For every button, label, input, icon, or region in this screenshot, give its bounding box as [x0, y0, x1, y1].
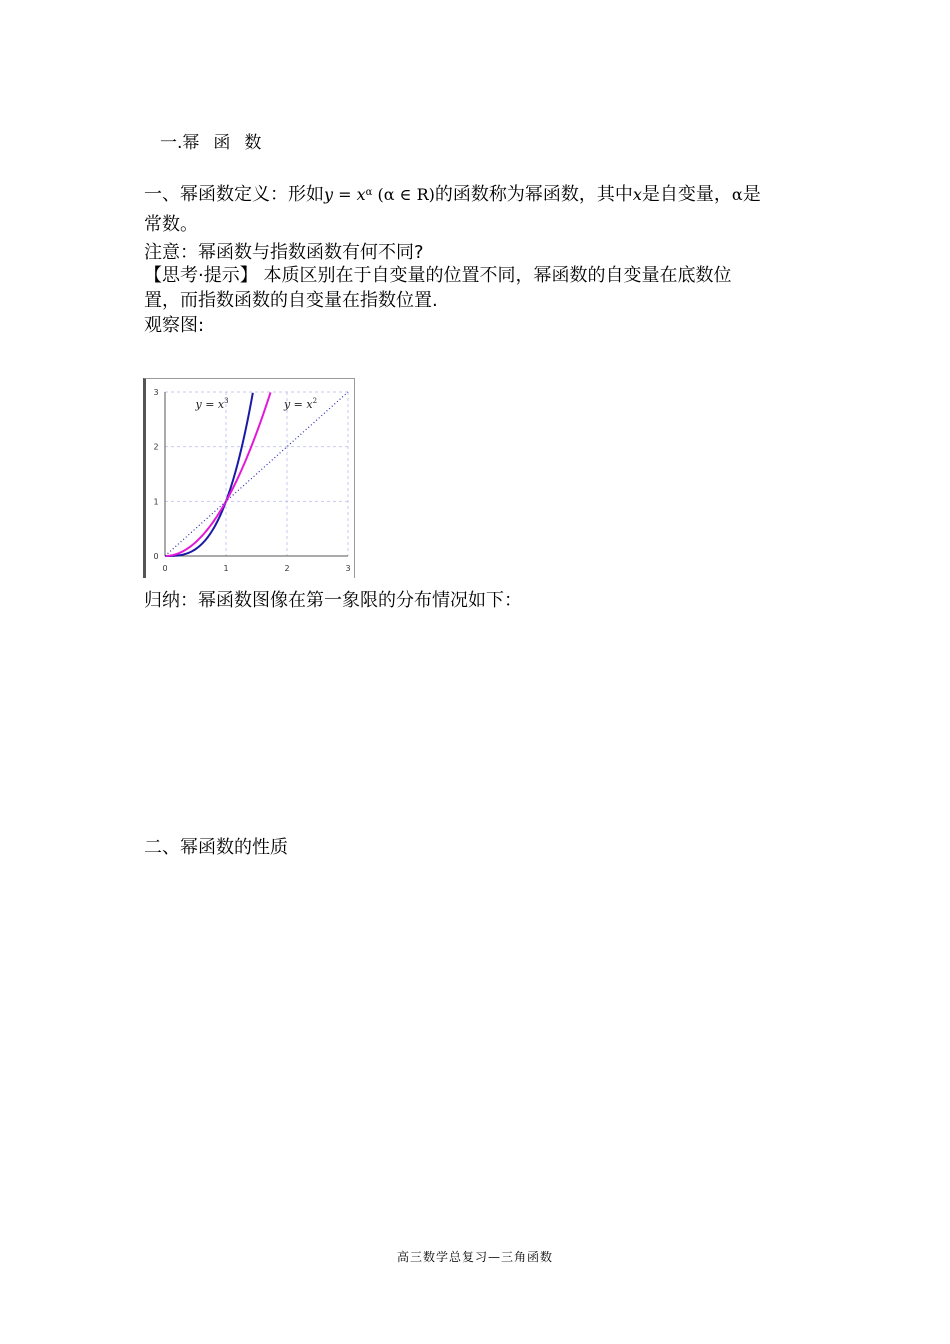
- y-tick-label: 2: [153, 442, 159, 452]
- heading-prefix: 一.: [160, 133, 183, 153]
- observe-label: 观察图:: [144, 315, 205, 336]
- x-tick-label: 0: [162, 564, 168, 573]
- formula-exponent: α: [365, 187, 373, 198]
- series-line-x1: [165, 392, 348, 556]
- definition-line-2: 常数。: [144, 214, 198, 235]
- x-tick-label: 3: [345, 564, 351, 573]
- x-tick-label: 1: [223, 564, 229, 573]
- x-tick-label: 2: [284, 564, 290, 573]
- y-tick-label: 0: [153, 552, 159, 561]
- hint-line-2: 置，而指数函数的自变量在指数位置.: [144, 290, 438, 311]
- heading-char-1: 幂: [182, 133, 200, 153]
- definition-line-1: [144, 181, 761, 207]
- section-2-heading: 二、幂函数的性质: [144, 837, 288, 858]
- curve-label: $y = x^3$: [195, 397, 229, 411]
- series-line-x2: [165, 392, 271, 556]
- formula-x: x: [356, 185, 366, 204]
- chart-svg: [146, 379, 354, 577]
- definition-text-3: 是自变量，: [641, 184, 732, 205]
- definition-text-4: 是: [742, 184, 761, 205]
- section-heading: [160, 131, 261, 155]
- definition-text-2: 的函数称为幂函数，其中: [434, 184, 633, 205]
- note-text: 注意：幂函数与指数函数有何不同?: [144, 242, 424, 263]
- y-tick-label: 1: [153, 497, 159, 507]
- power-function-graph: [143, 378, 355, 578]
- heading-char-3: 数: [244, 133, 262, 153]
- curve-label: $y = x^2$: [283, 397, 318, 411]
- summary-text: 归纳：幂函数图像在第一象限的分布情况如下：: [144, 590, 522, 611]
- formula-domain: (α ∈ R): [372, 185, 435, 204]
- y-tick-label: 3: [153, 388, 159, 397]
- page-footer: 高三数学总复习—三角函数: [396, 1250, 553, 1264]
- heading-char-2: 函: [213, 133, 231, 153]
- hint-line-1: 【思考·提示】 本质区别在于自变量的位置不同，幂函数的自变量在底数位: [144, 265, 732, 286]
- variable-alpha: α: [731, 185, 743, 204]
- formula-y: y: [324, 185, 334, 204]
- definition-text-1: 一、幂函数定义：形如: [144, 184, 324, 205]
- formula-eq: =: [333, 185, 357, 204]
- variable-x: x: [632, 185, 642, 204]
